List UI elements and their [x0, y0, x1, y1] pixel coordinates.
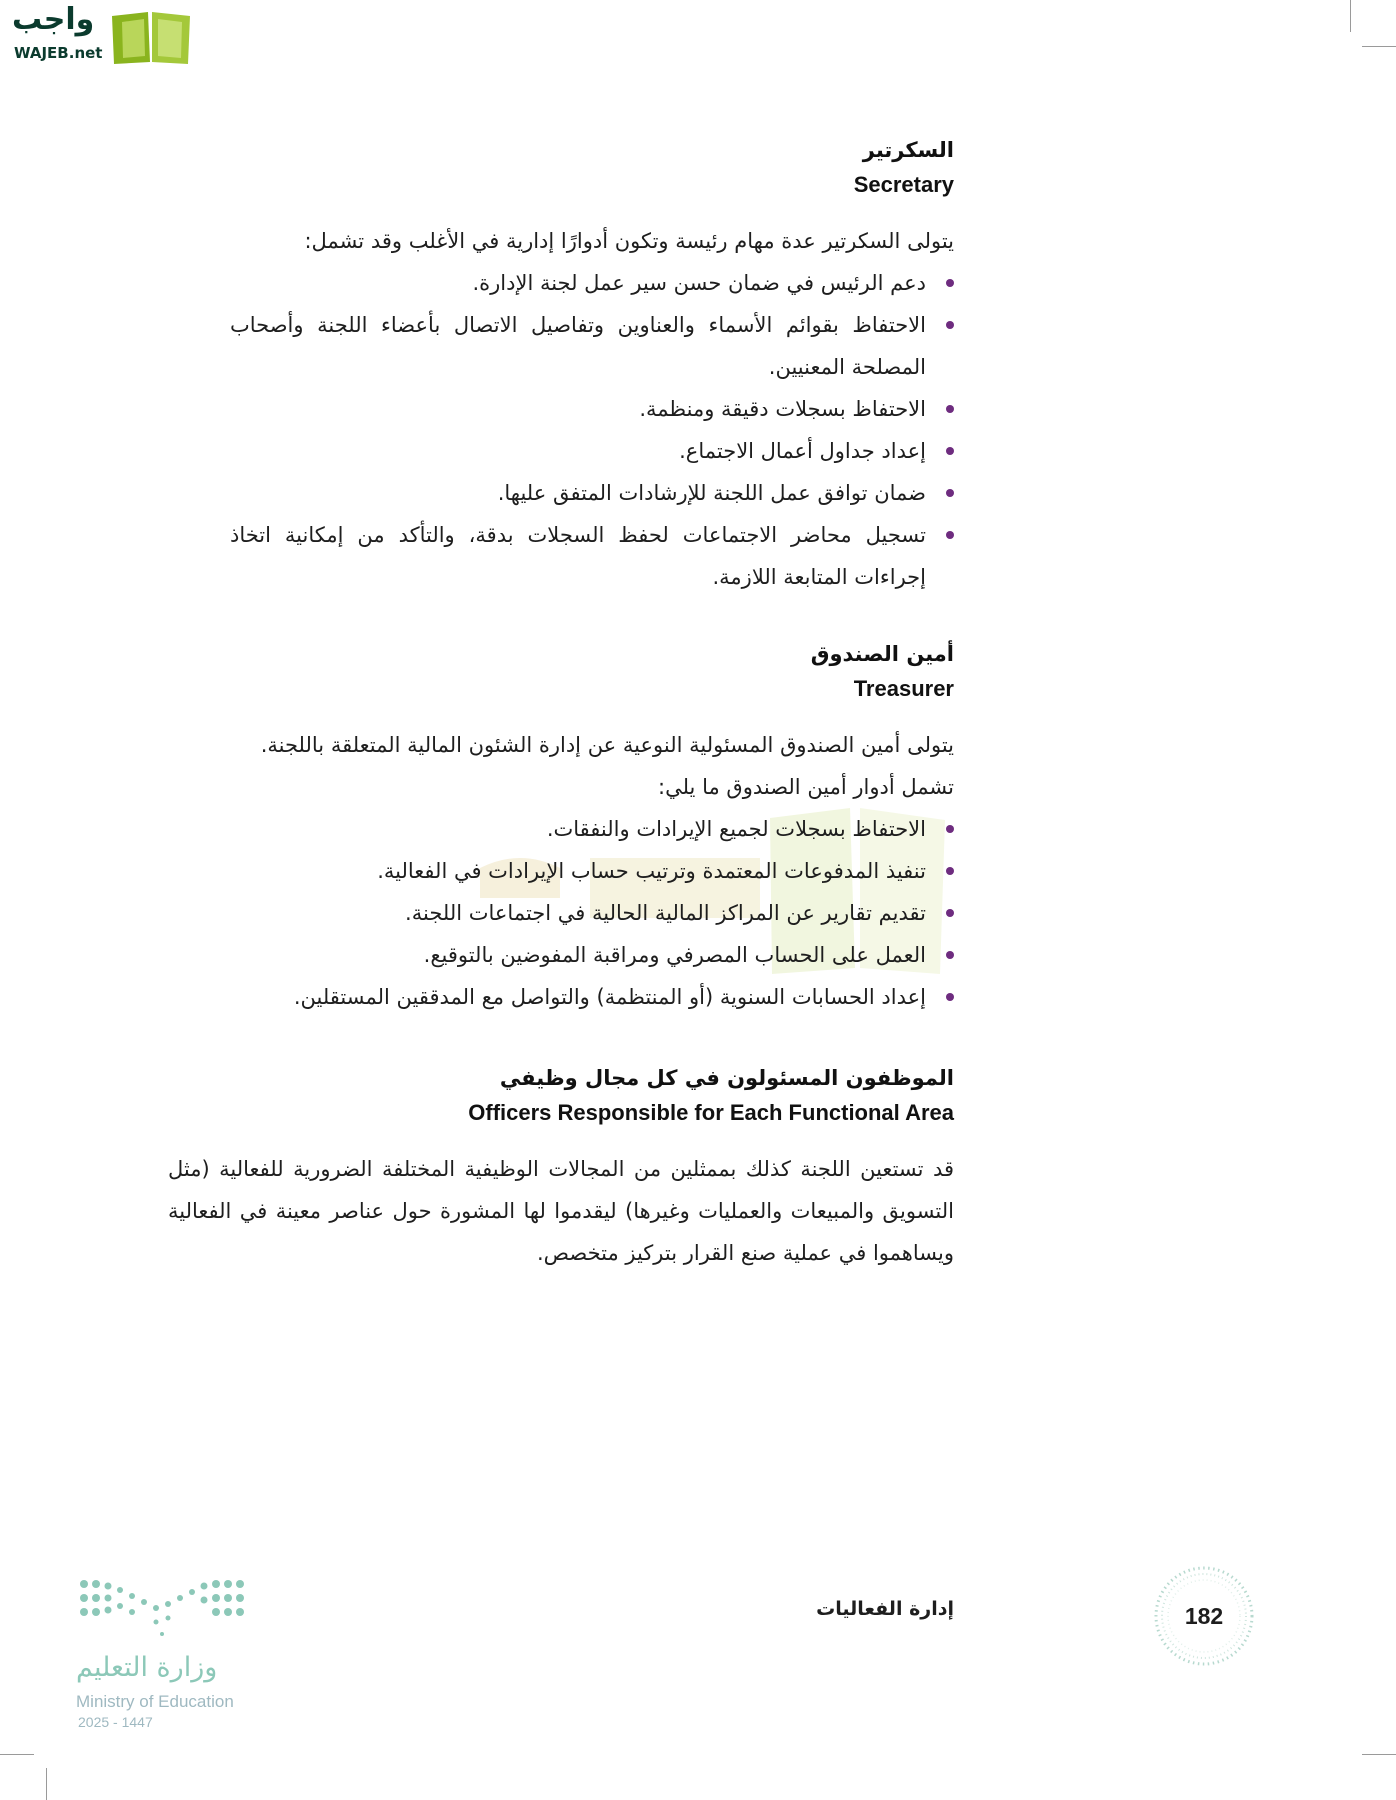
treasurer-heading-en: Treasurer: [853, 676, 954, 701]
list-item: ضمان توافق عمل اللجنة للإرشادات المتفق عليها.: [230, 472, 954, 514]
officers-heading-en: Officers Responsible for Each Functional Area: [468, 1100, 954, 1125]
list-item: تنفيذ المدفوعات المعتمدة وترتيب حساب الإيرادات في الفعالية.: [230, 850, 954, 892]
treasurer-heading-ar: أمين الصندوق: [810, 642, 954, 666]
treasurer-intro-line1: يتولى أمين الصندوق المسئولية النوعية عن إدارة الشئون المالية المتعلقة باللجنة.: [260, 733, 954, 757]
secretary-intro: يتولى السكرتير عدة مهام رئيسة وتكون أدوارًا إدارية في الأغلب وقد تشمل:: [304, 229, 954, 253]
secretary-heading-ar: السكرتير: [862, 138, 954, 162]
ministry-name-ar: وزارة التعليم: [76, 1652, 218, 1683]
treasurer-intro: [168, 724, 954, 808]
list-item: الاحتفاظ بسجلات لجميع الإيرادات والنفقات.: [230, 808, 954, 850]
treasurer-list: [168, 808, 954, 1018]
ministry-name-en: Ministry of Education: [76, 1692, 234, 1711]
ministry-year: 2025 - 1447: [78, 1714, 153, 1730]
list-item: إعداد الحسابات السنوية (أو المنتظمة) والتواصل مع المدققين المستقلين.: [230, 976, 954, 1018]
treasurer-section: [168, 642, 954, 1018]
crop-mark: [46, 1768, 47, 1800]
crop-mark: [0, 1754, 34, 1755]
secretary-section: [168, 138, 954, 598]
ministry-dots-icon: [76, 1576, 246, 1644]
officers-heading-ar: الموظفون المسئولون في كل مجال وظيفي: [499, 1066, 954, 1090]
wajeb-logo[interactable]: [10, 4, 190, 68]
list-item: الاحتفاظ بقوائم الأسماء والعناوين وتفاصيل الاتصال بأعضاء اللجنة وأصحاب المصلحة المعنيين.: [230, 304, 954, 388]
ministry-logo: [76, 1576, 256, 1736]
officers-section: [168, 1066, 954, 1274]
logo-text-en: WAJEB.net: [14, 44, 103, 62]
list-item: إعداد جداول أعمال الاجتماع.: [230, 430, 954, 472]
secretary-list: [168, 262, 954, 598]
page-number-badge: [1152, 1564, 1256, 1668]
list-item: تقديم تقارير عن المراكز المالية الحالية في اجتماعات اللجنة.: [230, 892, 954, 934]
officers-paragraph: قد تستعين اللجنة كذلك بممثلين من المجالات الوظيفية المختلفة الضرورية للفعالية (مثل التسويق والمبيعات والعمليات وغيرها) ليقدموا لها المشورة حول عناصر معينة في الفعالية ويساهموا في عملية صنع القرار بتركيز متخصص.: [168, 1157, 954, 1265]
page-number: 182: [1184, 1603, 1224, 1629]
book-icon: [106, 6, 196, 66]
treasurer-intro-line2: تشمل أدوار أمين الصندوق ما يلي:: [658, 775, 954, 799]
list-item: الاحتفاظ بسجلات دقيقة ومنظمة.: [230, 388, 954, 430]
secretary-heading-en: Secretary: [853, 172, 954, 197]
list-item: دعم الرئيس في ضمان حسن سير عمل لجنة الإدارة.: [230, 262, 954, 304]
logo-text-ar: واجب: [12, 2, 95, 37]
list-item: تسجيل محاضر الاجتماعات لحفظ السجلات بدقة، والتأكد من إمكانية اتخاذ إجراءات المتابعة اللازمة.: [230, 514, 954, 598]
crop-mark: [1362, 46, 1396, 47]
crop-mark: [1350, 0, 1351, 32]
list-item: العمل على الحساب المصرفي ومراقبة المفوضين بالتوقيع.: [230, 934, 954, 976]
book-title: إدارة الفعاليات: [816, 1598, 954, 1620]
crop-mark: [1362, 1754, 1396, 1755]
